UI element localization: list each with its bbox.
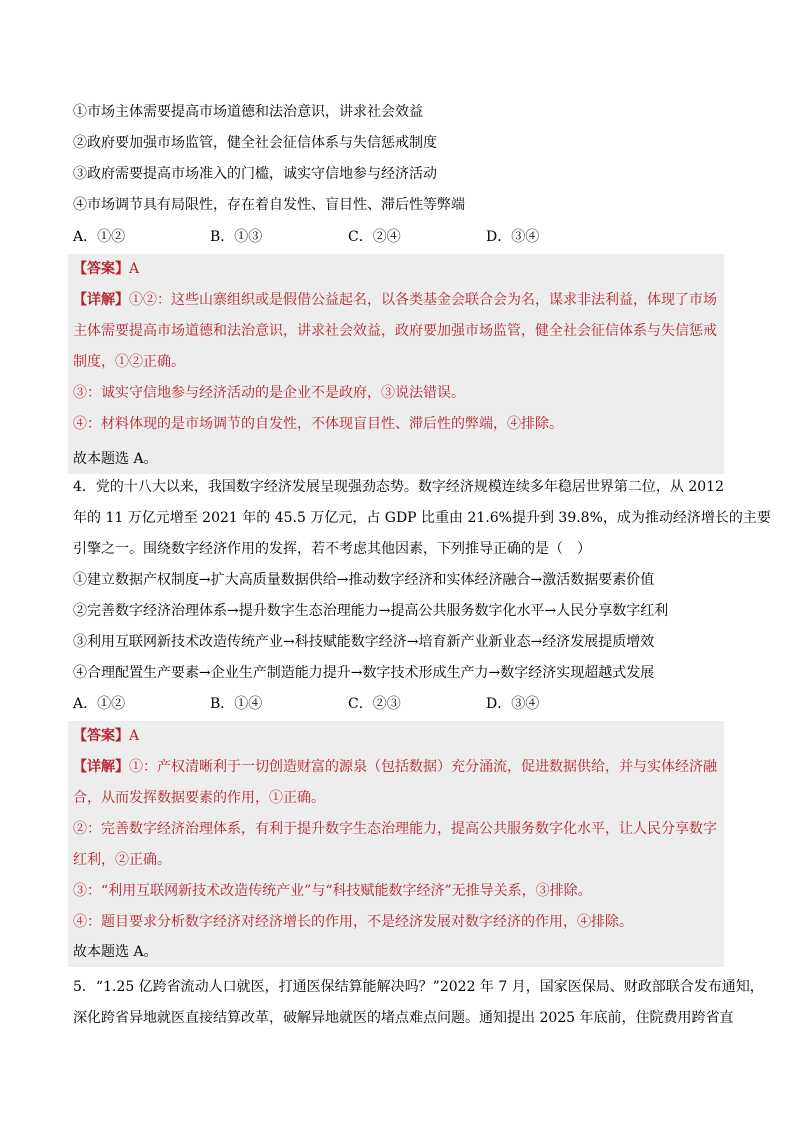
q3-detail-line-5: ④：材料体现的是市场调节的自发性，不体现盲目性、滞后性的弊端，④排除。	[73, 416, 563, 432]
q3-detail-line-4: ③：诚实守信地参与经济活动的是企业不是政府，③说法错误。	[73, 385, 465, 401]
q3-detail-line-1: 【详解】①②：这些山寨组织或是假借公益起名，以各类基金会联合会为名，谋求非法利益，体现了市场	[73, 292, 717, 308]
q3-answer	[73, 258, 139, 280]
q4-choice-c: C．②③	[348, 696, 401, 712]
q4-option-3: ③利用互联网新技术改造传统产业→科技赋能数字经济→培育新产业新业态→经济发展提质增效	[73, 634, 655, 650]
q3-detail-line-2: 主体需要提高市场道德和法治意识，讲求社会效益，政府要加强市场监管，健全社会征信体系与失信惩戒	[73, 323, 717, 339]
q4-option-2: ②完善数字经济治理体系→提升数字生态治理能力→提高公共服务数字化水平→人民分享数字红利	[73, 603, 669, 619]
q3-choice-c: C．②④	[348, 229, 401, 245]
q4-detail-line-5: ③：“利用互联网新技术改造传统产业”与“科技赋能数字经济”无推导关系，③排除。	[73, 883, 592, 899]
q4-stem-line-2: 年的 11 万亿元增至 2021 年的 45.5 万亿元，占 GDP 比重由 21.6%提升到 39.8%，成为推动经济增长的主要	[73, 510, 771, 526]
q4-option-1: ①建立数据产权制度→扩大高质量数据供给→推动数字经济和实体经济融合→激活数据要素价值	[73, 572, 655, 588]
q3-detail-line-3: 制度，①②正确。	[73, 354, 185, 370]
q4-answer	[73, 725, 139, 747]
q4-detail-line-3: ②：完善数字经济治理体系，有利于提升数字生态治理能力，提高公共服务数字化水平，让人民分享数字	[73, 821, 717, 837]
answer-label: 【答案】	[73, 261, 129, 277]
q4-detail-line-6: ④：题目要求分析数字经济对经济增长的作用，不是经济发展对数字经济的作用，④排除。	[73, 914, 633, 930]
q4-conclusion: 故本题选 A。	[73, 944, 158, 960]
q4-answer-block	[68, 721, 724, 937]
q4-detail-line-1: 【详解】①：产权清晰利于一切创造财富的源泉（包括数据）充分涌流，促进数据供给，并与实体经济融	[73, 759, 717, 775]
q3-conclusion-block	[68, 444, 724, 474]
answer-value: A	[129, 261, 140, 277]
q4-stem-line-3: 引擎之一。围绕数字经济作用的发挥，若不考虑其他因素，下列推导正确的是（ ）	[73, 541, 591, 557]
q3-option-4: ④市场调节具有局限性，存在着自发性、盲目性、滞后性等弊端	[73, 197, 465, 213]
q5-stem-line-2: 深化跨省异地就医直接结算改革，破解异地就医的堵点难点问题。通知提出 2025 年底前，住院费用跨省直	[73, 1010, 734, 1026]
detail-label: 【详解】	[73, 292, 129, 308]
q4-choice-b: B．①④	[210, 696, 263, 712]
q4-choices	[73, 693, 723, 715]
q3-option-1: ①市场主体需要提高市场道德和法治意识，讲求社会效益	[73, 104, 423, 120]
q4-stem-line-1: 4．党的十八大以来，我国数字经济发展呈现强劲态势。数字经济规模连续多年稳居世界第二位，从 2012	[73, 479, 724, 495]
q4-choice-d: D．③④	[486, 696, 540, 712]
q3-conclusion: 故本题选 A。	[73, 451, 158, 467]
detail-label: 【详解】	[73, 759, 129, 775]
q3-choice-d: D．③④	[486, 229, 540, 245]
q4-option-4: ④合理配置生产要素→企业生产制造能力提升→数字技术形成生产力→数字经济实现超越式发展	[73, 665, 655, 681]
q3-option-2: ②政府要加强市场监管，健全社会征信体系与失信惩戒制度	[73, 135, 437, 151]
q4-choice-a: A．①②	[73, 696, 126, 712]
answer-value: A	[129, 728, 140, 744]
q4-detail-line-2: 合，从而发挥数据要素的作用，①正确。	[73, 790, 325, 806]
q5-stem-line-1: 5．“1.25 亿跨省流动人口就医，打通医保结算能解决吗？”2022 年 7 月，国家医保局、财政部联合发布通知，	[73, 979, 764, 995]
q3-choice-a: A．①②	[73, 229, 126, 245]
q3-choice-b: B．①③	[210, 229, 263, 245]
q3-choices	[73, 226, 723, 248]
q3-option-3: ③政府需要提高市场准入的门槛，诚实守信地参与经济活动	[73, 166, 437, 182]
answer-label: 【答案】	[73, 728, 129, 744]
q4-detail-line-4: 红利，②正确。	[73, 852, 171, 868]
q3-answer-block	[68, 254, 724, 444]
q4-conclusion-block	[68, 937, 724, 967]
